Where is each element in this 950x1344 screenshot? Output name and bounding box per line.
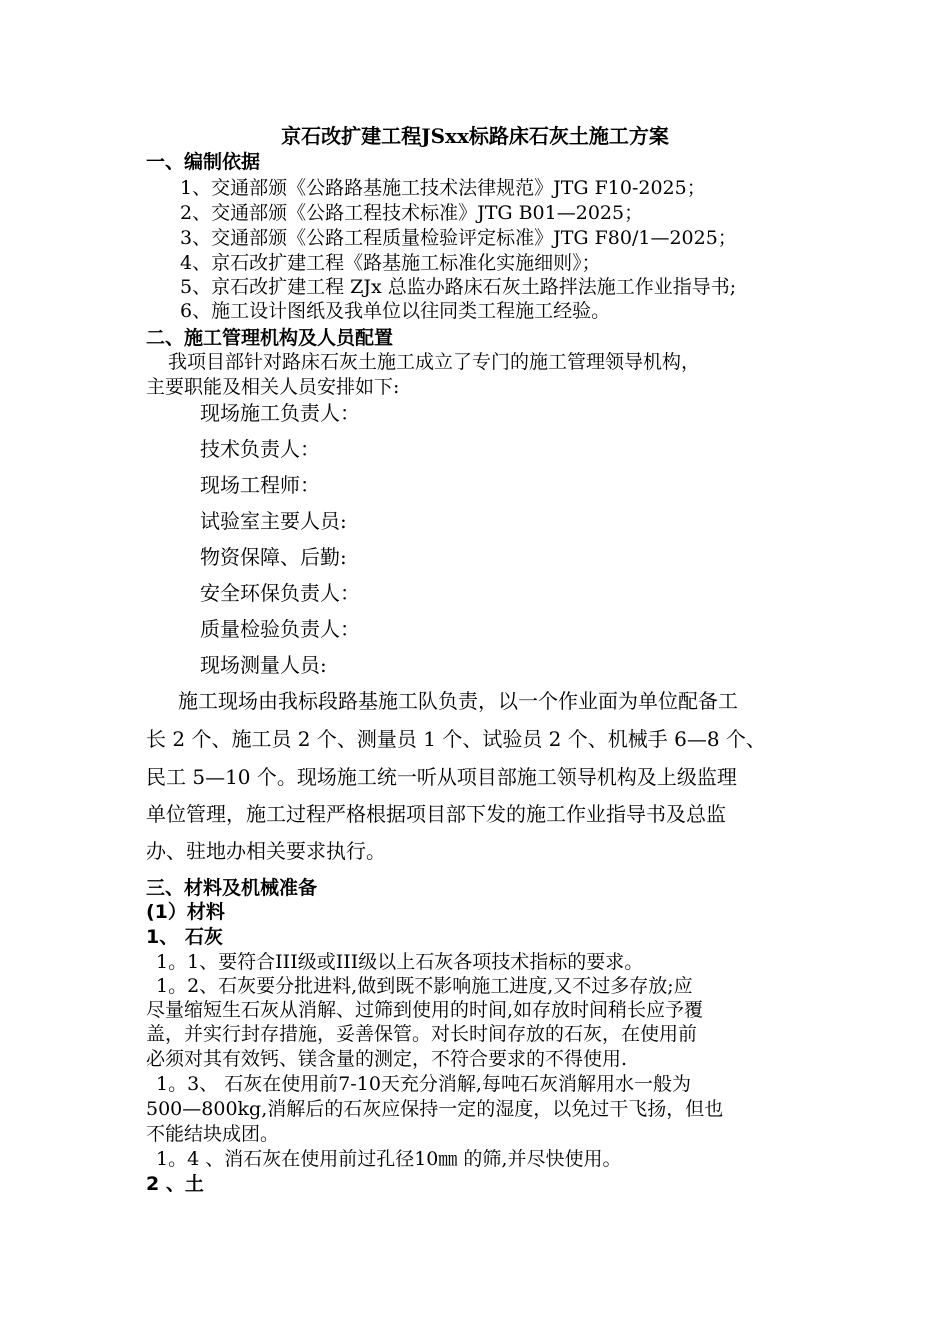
document-title: 京石改扩建工程JSxx标路床石灰土施工方案 bbox=[281, 124, 669, 148]
role-line: 技术负责人： bbox=[200, 437, 320, 461]
lime-line: 不能结块成团。 bbox=[146, 1123, 280, 1145]
role-line: 安全环保负责人： bbox=[200, 581, 360, 605]
section-heading-org: 二、施工管理机构及人员配置 bbox=[146, 327, 394, 349]
lime-line: 尽量缩短生石灰从消解、过筛到使用的时间,如存放时间稍长应予覆 bbox=[146, 999, 704, 1021]
lime-line: 500—800kg,消解后的石灰应保持一定的湿度，以免过干飞扬，但也 bbox=[146, 1098, 724, 1120]
basis-item: 5、京石改扩建工程 ZJx 总监办路床石灰土路拌法施工作业指导书; bbox=[180, 276, 737, 298]
role-line: 现场测量人员: bbox=[200, 653, 327, 677]
lime-line: 1。4 、消石灰在使用前过孔径10㎜ 的筛,并尽快使用。 bbox=[156, 1148, 622, 1170]
role-line: 质量检验负责人： bbox=[200, 617, 360, 641]
basis-item: 6、施工设计图纸及我单位以往同类工程施工经验。 bbox=[180, 300, 611, 322]
role-line: 现场施工负责人： bbox=[200, 401, 360, 425]
org-paragraph-line: 单位管理，施工过程严格根据项目部下发的施工作业指导书及总监 bbox=[146, 802, 726, 826]
role-line: 现场工程师： bbox=[200, 473, 320, 497]
role-line: 试验室主要人员: bbox=[200, 509, 347, 533]
org-intro-line: 我项目部针对路床石灰土施工成立了专门的施工管理领导机构， bbox=[168, 351, 701, 373]
org-paragraph-line: 长 2 个、施工员 2 个、测量员 1 个、试验员 2 个、机械手 6—8 个、 bbox=[146, 727, 766, 751]
role-line: 物资保障、后勤: bbox=[200, 545, 347, 569]
org-paragraph-line: 办、驻地办相关要求执行。 bbox=[146, 839, 386, 863]
basis-item: 4、京石改扩建工程《路基施工标准化实施细则》； bbox=[180, 252, 601, 274]
basis-item: 3、交通部颁《公路工程质量检验评定标准》JTG F80/1—2025； bbox=[180, 227, 737, 249]
org-paragraph-line: 施工现场由我标段路基施工队负责，以一个作业面为单位配备工 bbox=[178, 689, 738, 713]
lime-line: 1。1、要符合III级或III级以上石灰各项技术指标的要求。 bbox=[156, 951, 644, 973]
lime-line: 必须对其有效钙、镁含量的测定，不符合要求的不得使用. bbox=[146, 1048, 628, 1070]
basis-item: 1、交通部颁《公路路基施工技术法律规范》JTG F10-2025； bbox=[180, 177, 706, 199]
org-paragraph-line: 民工 5—10 个。现场施工统一听从项目部施工领导机构及上级监理 bbox=[146, 765, 737, 789]
soil-heading: 2 、土 bbox=[146, 1173, 204, 1195]
basis-item: 2、交通部颁《公路工程技术标准》JTG B01—2025； bbox=[180, 202, 644, 224]
lime-line: 1。3、 石灰在使用前7-10天充分消解,每吨石灰消解用水一般为 bbox=[156, 1073, 691, 1095]
org-intro-line: 主要职能及相关人员安排如下: bbox=[146, 376, 400, 398]
lime-line: 盖，并实行封存措施，妥善保管。对长时间存放的石灰，在使用前 bbox=[146, 1023, 698, 1045]
lime-heading: 1、 石灰 bbox=[146, 926, 223, 948]
section-heading-materials: 三、材料及机械准备 bbox=[146, 877, 318, 899]
lime-line: 1。2、石灰要分批进料,做到既不影响施工进度,又不过多存放;应 bbox=[156, 975, 693, 997]
subsection-heading-materials: (1）材料 bbox=[146, 901, 225, 923]
section-heading-basis: 一、编制依据 bbox=[146, 151, 261, 173]
